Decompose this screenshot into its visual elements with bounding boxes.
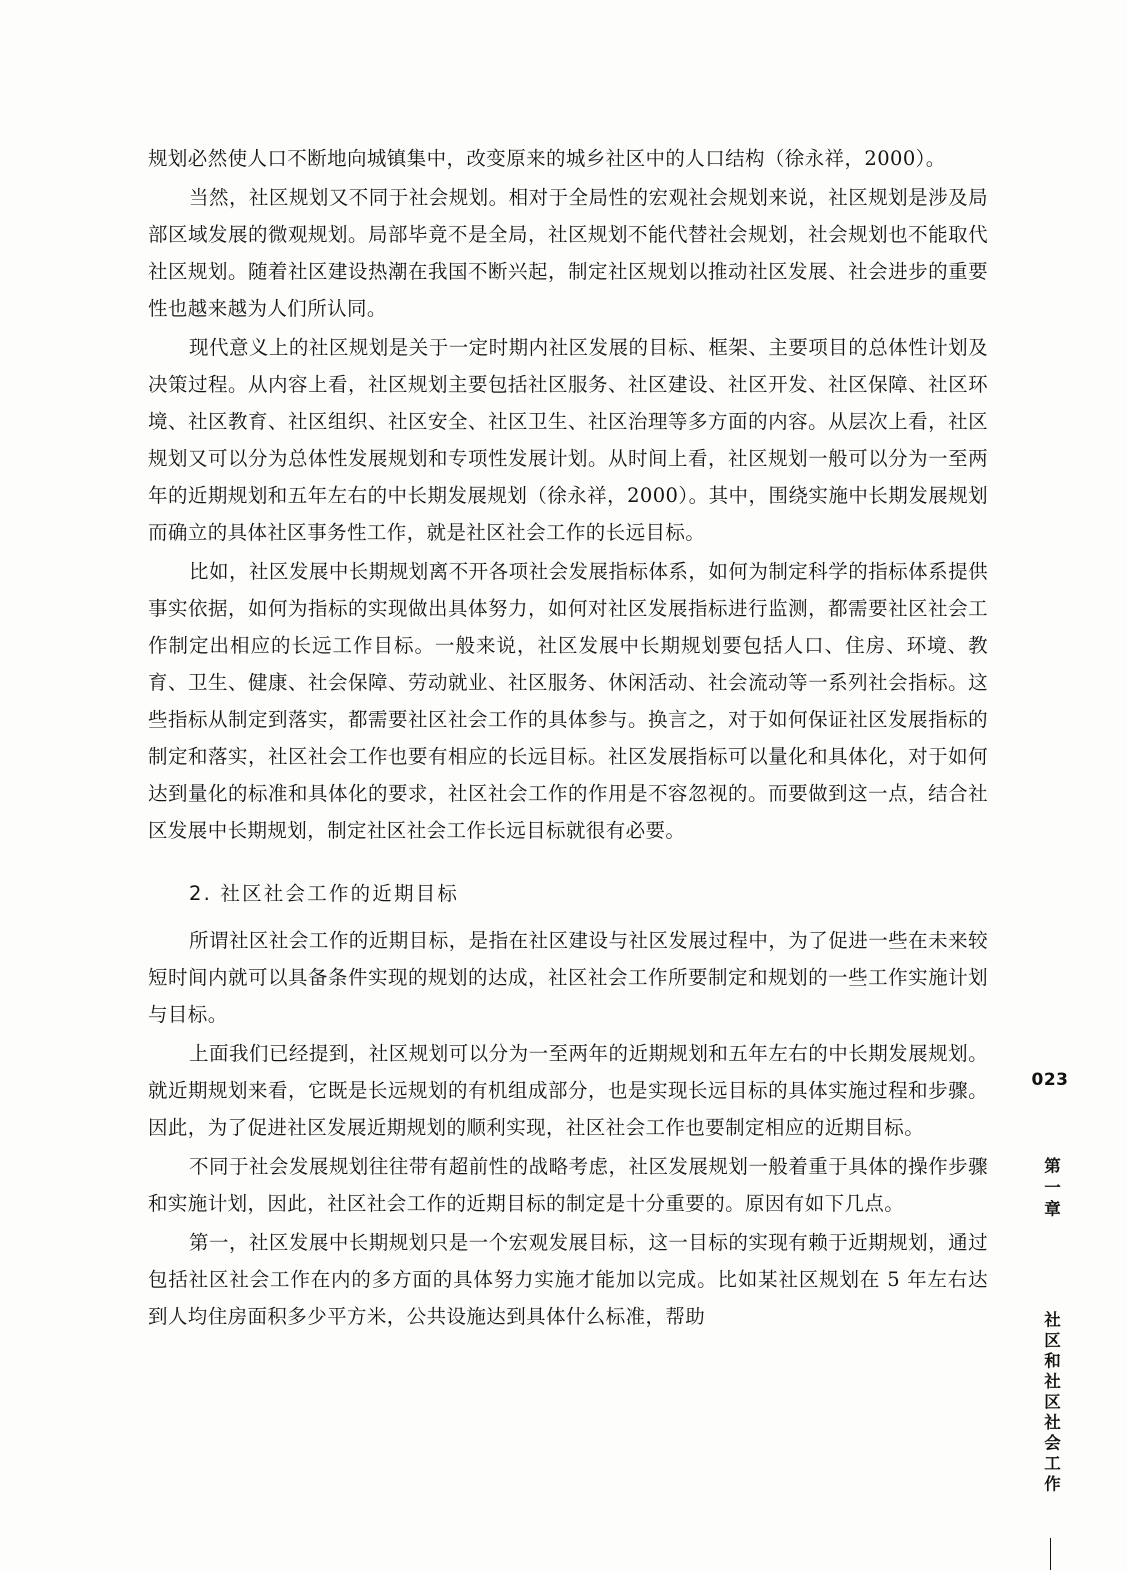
paragraph: 不同于社会发展规划往往带有超前性的战略考虑，社区发展规划一般着重于具体的操作步骤和实施计划，因此，社区社会工作的近期目标的制定是十分重要的。原因有如下几点。 <box>148 1155 988 1215</box>
paragraph: 比如，社区发展中长期规划离不开各项社会发展指标体系，如何为制定科学的指标体系提供事实依据，如何为指标的实现做出具体努力，如何对社区发展指标进行监测，都需要社区社会工作制定出相应的长远工作目标。一般来说，社区发展中长期规划要包括人口、住房、环境、教育、卫生、健康、社会保障、劳动就业、社区服务、休闲活动、社会流动等一系列社会指标。这些指标从制定到落实，都需要社区社会工作的具体参与。换言之，对于如何保证社区发展指标的制定和落实，社区社会工作也要有相应的长远目标。社区发展指标可以量化和具体化，对于如何达到量化的标准和具体化的要求，社区社会工作的作用是不容忽视的。而要做到这一点，结合社区发展中长期规划，制定社区社会工作长远目标就很有必要。 <box>148 560 988 842</box>
paragraph: 当然，社区规划又不同于社会规划。相对于全局性的宏观社会规划来说，社区规划是涉及局部区域发展的微观规划。局部毕竟不是全局，社区规划不能代替社会规划，社会规划也不能取代社区规划。随着社区建设热潮在我国不断兴起，制定社区规划以推动社区发展、社会进步的重要性也越来越为人们所认同。 <box>148 186 988 320</box>
page-number: 023 <box>1031 1070 1069 1090</box>
paragraph: 第一，社区发展中长期规划只是一个宏观发展目标，这一目标的实现有赖于近期规划，通过包括社区社会工作在内的多方面的具体努力实施才能加以完成。比如某社区规划在 5 年左右达到人均住房面积多少平方米，公共设施达到具体什么标准，帮助 <box>148 1231 988 1328</box>
paragraph: 上面我们已经提到，社区规划可以分为一至两年的近期规划和五年左右的中长期发展规划。就近期规划来看，它既是长远规划的有机组成部分，也是实现长远目标的具体实施过程和步骤。因此，为了促进社区发展近期规划的顺利实现，社区社会工作也要制定相应的近期目标。 <box>148 1042 988 1139</box>
paragraph: 所谓社区社会工作的近期目标，是指在社区建设与社区发展过程中，为了促进一些在未来较短时间内就可以具备条件实现的规划的达成，社区社会工作所要制定和规划的一些工作实施计划与目标。 <box>148 929 988 1026</box>
section-subheading: 2. 社区社会工作的近期目标 <box>189 882 460 905</box>
paragraph: 规划必然使人口不断地向城镇集中，改变原来的城乡社区中的人口结构（徐永祥，2000）。 <box>148 147 946 170</box>
paragraph: 现代意义上的社区规划是关于一定时期内社区发展的目标、框架、主要项目的总体性计划及决策过程。从内容上看，社区规划主要包括社区服务、社区建设、社区开发、社区保障、社区环境、社区教育、社区组织、社区安全、社区卫生、社区治理等多方面的内容。从层次上看，社区规划又可以分为总体性发展规划和专项性发展计划。从时间上看，社区规划一般可以分为一至两年的近期规划和五年左右的中长期发展规划（徐永祥，2000）。其中，围绕实施中长期发展规划而确立的具体社区事务性工作，就是社区社会工作的长远目标。 <box>148 336 988 544</box>
running-head-title: 社区和社区社会工作 <box>1041 1310 1061 1496</box>
spacer <box>1027 1264 1073 1278</box>
running-head-chapter: 第一章 <box>1041 1156 1061 1222</box>
margin-rule <box>1050 1538 1051 1570</box>
page-body <box>148 140 988 1337</box>
running-head-block <box>1027 1070 1073 1570</box>
